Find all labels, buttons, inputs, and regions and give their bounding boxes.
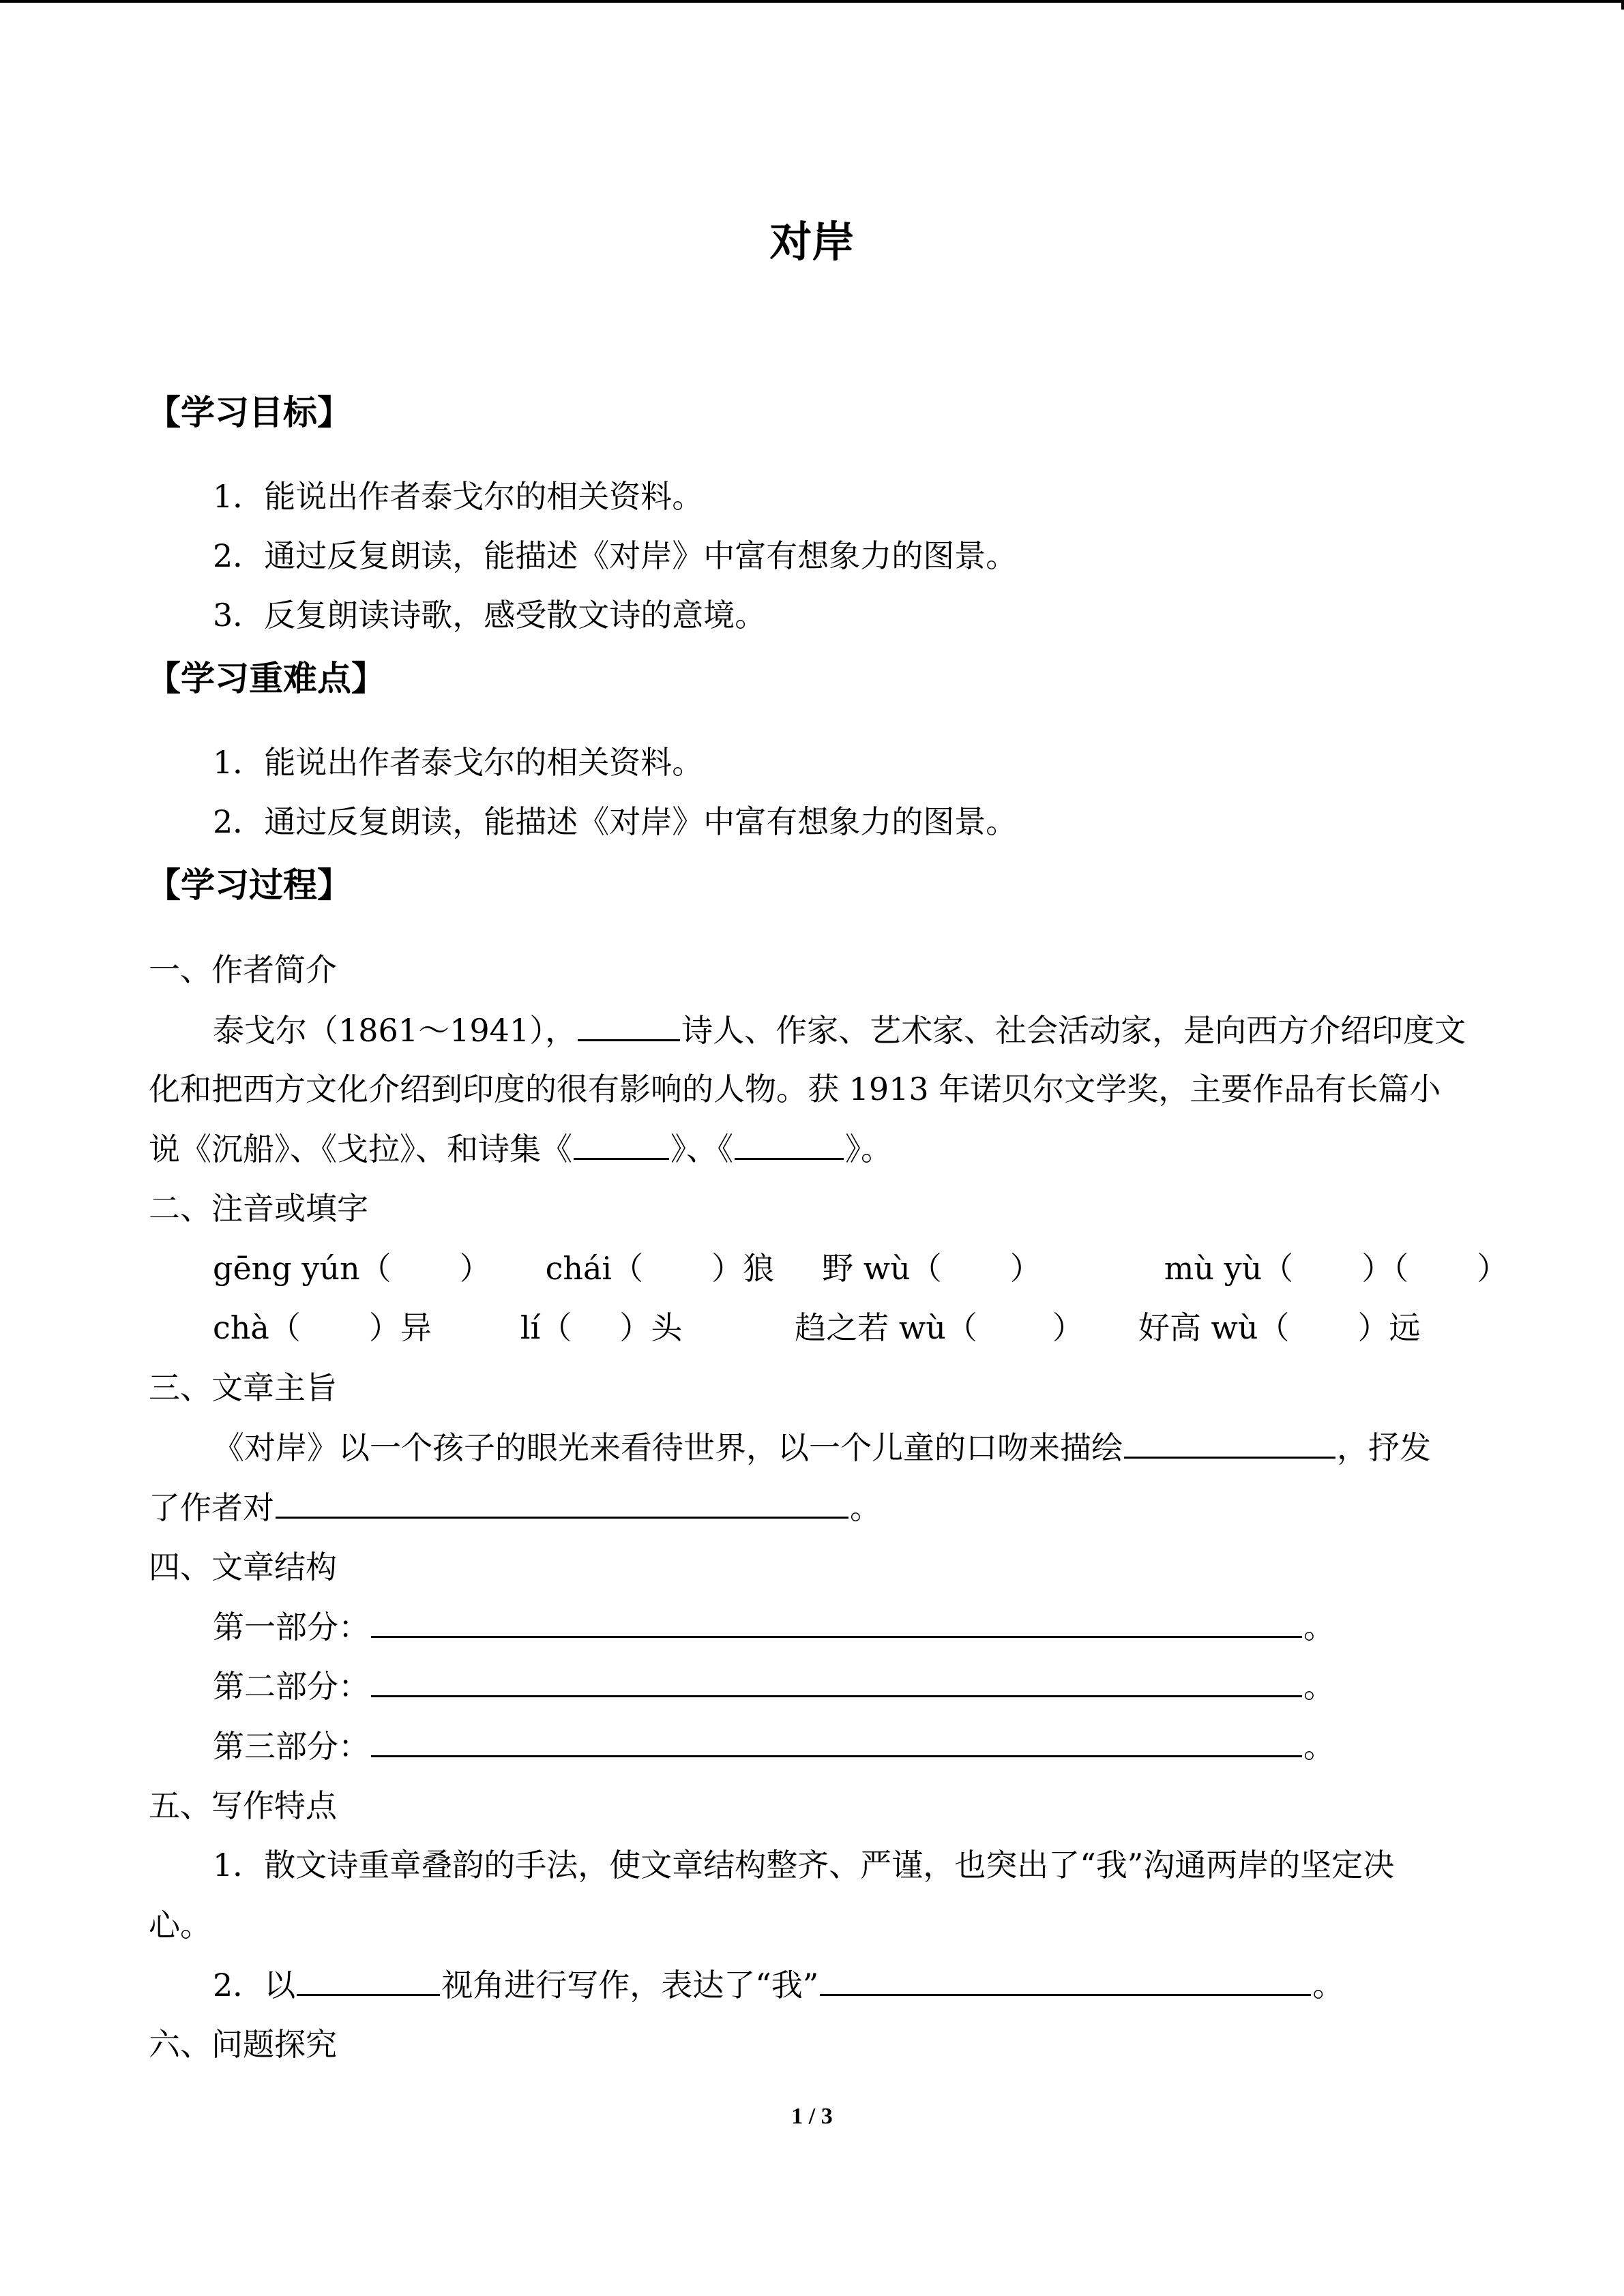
goal-item: 3．反复朗读诗歌，感受散文诗的意境。	[213, 597, 767, 633]
page-top-border	[0, 0, 1624, 3]
subsection-heading: 四、文章结构	[149, 1549, 337, 1585]
fill-blank[interactable]	[820, 1964, 1311, 1996]
subsection-heading: 二、注音或填字	[149, 1190, 368, 1227]
fill-blank[interactable]	[371, 1606, 1302, 1638]
structure-part-line: 第二部分： 。	[213, 1665, 1335, 1707]
subsection-heading: 五、写作特点	[149, 1787, 337, 1824]
fill-blank[interactable]	[578, 1009, 680, 1041]
subsection-heading: 三、文章主旨	[149, 1369, 337, 1406]
fill-blank[interactable]	[371, 1665, 1302, 1697]
paragraph-line: 心。	[149, 1907, 211, 1943]
section-heading-focus: 【学习重难点】	[147, 659, 385, 698]
paragraph-line: 《对岸》以一个孩子的眼光来看待世界，以一个儿童的口吻来描绘 ，抒发	[213, 1427, 1431, 1468]
focus-item: 1．能说出作者泰戈尔的相关资料。	[213, 744, 704, 781]
subsection-heading: 一、作者简介	[149, 951, 337, 988]
paragraph-line: 说《沉船》、《戈拉》、和诗集《 》、《 》。	[149, 1128, 892, 1169]
focus-item: 2．通过反复朗读，能描述《对岸》中富有想象力的图景。	[213, 803, 1018, 840]
fill-blank[interactable]	[1124, 1427, 1335, 1459]
page-number: 1 / 3	[791, 2104, 833, 2129]
goal-item: 1．能说出作者泰戈尔的相关资料。	[213, 478, 704, 515]
paragraph-line: 泰戈尔（1861～1941）， 诗人、作家、艺术家、社会活动家，是向西方介绍印度文	[213, 1009, 1466, 1051]
section-heading-process: 【学习过程】	[147, 865, 351, 905]
page-title: 对岸	[769, 217, 855, 267]
section-heading-goals: 【学习目标】	[147, 393, 351, 432]
structure-part-line: 第三部分： 。	[213, 1725, 1335, 1767]
fill-blank[interactable]	[276, 1487, 848, 1519]
fill-blank[interactable]	[297, 1964, 440, 1996]
paragraph-line: 化和把西方文化介绍到印度的很有影响的人物。获 1913 年诺贝尔文学奖，主要作品有长篇小	[149, 1071, 1441, 1107]
goal-item: 2．通过反复朗读，能描述《对岸》中富有想象力的图景。	[213, 537, 1018, 574]
page-corner-mark	[1621, 0, 1624, 10]
structure-part-line: 第一部分： 。	[213, 1606, 1335, 1648]
paragraph-line: 1．散文诗重章叠韵的手法，使文章结构整齐、严谨，也突出了“我”沟通两岸的坚定决	[213, 1847, 1395, 1883]
fill-blank[interactable]	[735, 1128, 844, 1160]
subsection-heading: 六、问题探究	[149, 2026, 337, 2063]
fill-blank[interactable]	[574, 1128, 669, 1160]
fill-blank[interactable]	[371, 1725, 1302, 1757]
paragraph-line: 了作者对 。	[149, 1487, 881, 1528]
pinyin-row: chà（ ）异 lí（ ）头 趋之若 wù（ ） 好高 wù（ ）远	[213, 1309, 1421, 1346]
paragraph-line: 2．以 视角进行写作，表达了“我” 。	[213, 1964, 1344, 2006]
pinyin-row: gēng yún（ ） chái（ ）狼 野 wù（ ） mù yù（ ）（ ）	[213, 1250, 1509, 1287]
